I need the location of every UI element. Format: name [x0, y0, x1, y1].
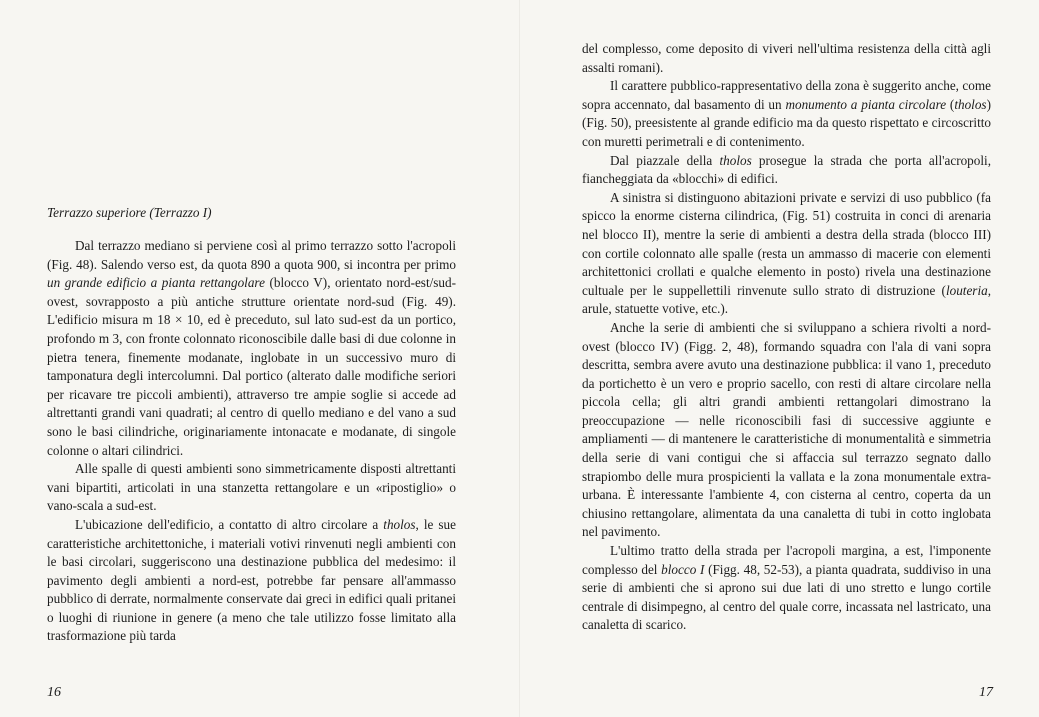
text-run: Dal piazzale della — [610, 152, 720, 168]
text-run: A sinistra si distinguono abitazioni private e servizi di uso pubblico (fa spicco la enorme cisterna cilindrica, (Fig. 51) costruita in conci di arenaria nel blocco II), mentre la serie di ambienti a destra della strada (blocco III) con cortile colonnato alle spalle (resta un ammasso di macerie con elementi architettonici crollati e qualche elemento in posto) rivela una destinazione cultuale per le suppellettili rinvenute sullo strato di distruzione ( — [582, 189, 991, 298]
paragraph — [582, 319, 991, 542]
page-fold — [519, 0, 520, 717]
text-run: (blocco V), orientato nord-est/sud-ovest, sovrapposto a più antiche strutture orientate nord-sud (Fig. 49). L'edificio misura m 18 × 10, ed è preceduto, sul lato sud-est da un portico, profondo m 3, con fronte colonnato riconoscibile dalle basi di due colonne in pietra tenera, finemente modanate, inglobate in un successivo muro di tamponatura degli intercolumni. Dal portico (alterato dalle modifiche seriori per ricavare tre piccoli ambienti), attraverso tre ampie soglie si accede ad altrettanti grandi vani quadrati; al centro di quello mediano e del vano a sud sono le basi cilindriche, originariamente intonacate e modanate, di singole colonne o altari cilindrici. — [47, 275, 456, 458]
text-run: Anche la serie di ambienti che si sviluppano a schiera rivolti a nord-ovest (blocco IV) (Figg. 2, 48), formando squadra con l'ala di vani sopra descritta, sembra avere avuto una destinazione pubblica: il vano 1, preceduto da portichetto è un vero e proprio sacello, con resti di altare circolare nella piccola cella; gli altri grandi ambienti rettangolari dimostrano la preoccupazione — nelle riconoscibili fasi di successive aggiunte e ampliamenti — di mantenere le caratteristiche di monumentalità e simmetria della serie di vani contigui che si affaccia sul terrazzo segnato dallo strapiombo delle mura prospicienti la vallata e la zona monumentale extra-urbana. È interessante l'ambiente 4, con cisterna al centro, coperta da un chiusino rettangolare, alimentata da una canaletta di tubi in cotto inglobata nel pavimento. — [582, 319, 991, 540]
text-run: prosegue la strada che porta all'acropoli, fiancheggiata da «blocchi» di edifici. — [582, 152, 991, 187]
text-run: ) (Fig. 50), preesistente al grande edificio ma da questo rispettato e circoscritto con muretti perimetrali e di contenimento. — [582, 96, 991, 149]
paragraph — [582, 40, 991, 77]
paragraph — [582, 189, 991, 319]
text-run: (Figg. 48, 52-53), a pianta quadrata, suddiviso in una serie di ambienti che si aprono sui due lati di uno stretto e lungo cortile centrale di disimpegno, al centro del quale corre, incassata nel lastricato, una canaletta di scarico. — [582, 561, 991, 633]
paragraph — [47, 460, 456, 516]
text-run: , le sue caratteristiche architettoniche, i materiali votivi rinvenuti negli ambienti con le basi circolari, suggeriscono una destinazione pubblica del medesimo: il pavimento degli ambienti a nord-est, potrebbe far pensare all'ammasso pubblico di derrate, normalmente conservate dai greci in edifici quali pritanei o luoghi di riunione in genere (a meno che tale utilizzo fosse limitato alla trasformazione più tarda — [47, 516, 456, 644]
paragraph — [582, 542, 991, 635]
italic-text: tholos — [719, 152, 752, 168]
italic-text: monumento a pianta circolare — [785, 96, 947, 112]
text-run: , arule, statuette votive, etc.). — [582, 282, 991, 317]
page-number-left: 16 — [47, 685, 61, 700]
left-text-column — [47, 237, 456, 646]
text-run: Il carattere pubblico-rappresentativo della zona è suggerito anche, come sopra accennato, dal basamento di un — [582, 78, 991, 112]
text-run: Dal terrazzo mediano si perviene così al primo terrazzo sotto l'acropoli (Fig. 48). Salendo verso est, da quota 890 a quota 900, si incontra per primo — [47, 238, 456, 272]
italic-text: tholos — [383, 516, 416, 532]
italic-text: un grande edificio a pianta rettangolare — [47, 275, 265, 291]
paragraph — [47, 237, 456, 460]
italic-text: tholos — [954, 96, 987, 112]
italic-text: louteria — [945, 282, 988, 298]
text-run: L'ultimo tratto della strada per l'acropoli margina, a est, l'imponente complesso del — [582, 543, 991, 577]
paragraph — [47, 516, 456, 646]
page-number-right: 17 — [979, 685, 993, 700]
right-text-column — [582, 40, 991, 635]
text-run: Alle spalle di questi ambienti sono simmetricamente disposti altrettanti vani bipartiti, articolati in una stanzetta rettangolare e un «ripostiglio» o vano-scala a sud-est. — [47, 461, 456, 514]
section-heading: Terrazzo superiore (Terrazzo I) — [47, 205, 212, 220]
text-run: L'ubicazione dell'edificio, a contatto di altro circolare a — [75, 516, 384, 532]
text-run: ( — [946, 96, 955, 112]
italic-text: blocco I — [661, 561, 705, 577]
paragraph — [582, 152, 991, 189]
paragraph — [582, 77, 991, 151]
text-run: del complesso, come deposito di viveri nell'ultima resistenza della città agli assalti romani). — [582, 41, 991, 75]
